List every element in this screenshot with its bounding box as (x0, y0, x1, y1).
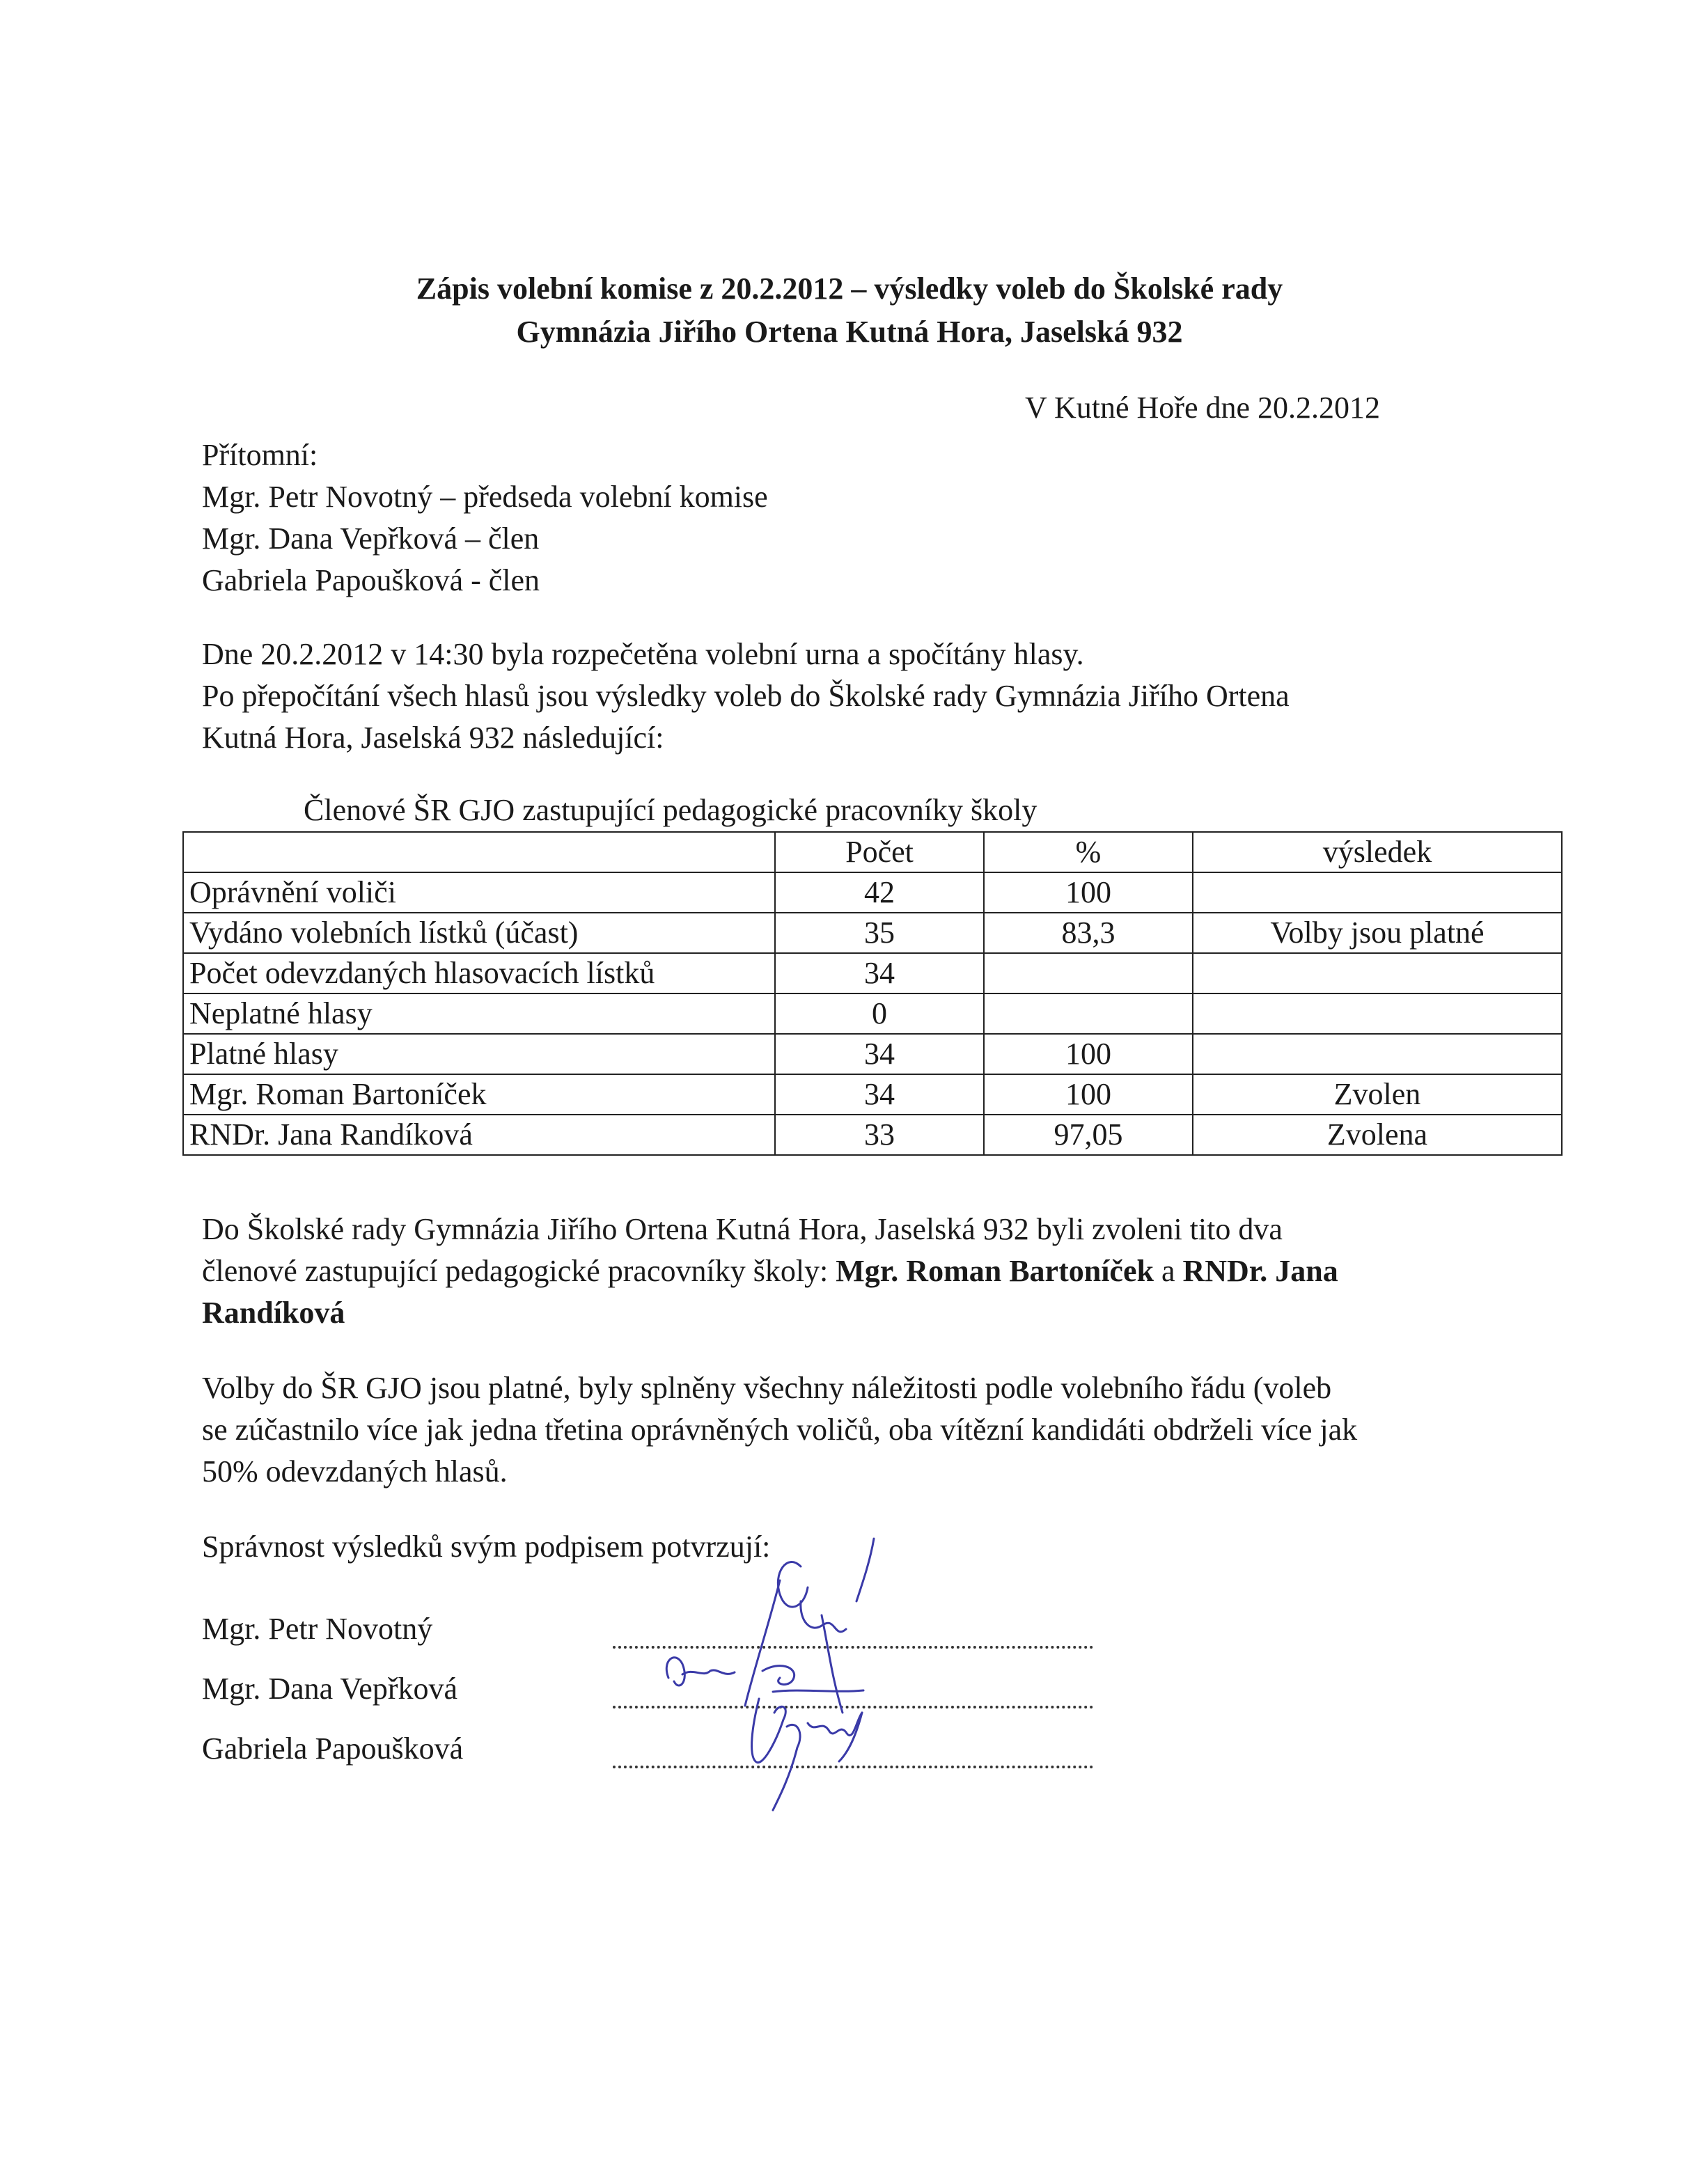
handwritten-signatures (613, 1511, 961, 1817)
place-date: V Kutné Hoře dne 20.2.2012 (1025, 391, 1380, 425)
elected-name-2-continued: Randíková (202, 1296, 345, 1330)
elected-name-1: Mgr. Roman Bartoníček (836, 1254, 1154, 1288)
title-line-2: Gymnázia Jiřího Ortena Kutná Hora, Jaselská 932 (516, 315, 1183, 349)
row-label: Oprávnění voliči (183, 872, 775, 913)
elected-conjunction: a (1153, 1254, 1183, 1288)
elected-name-2: RNDr. Jana (1182, 1254, 1338, 1288)
table-row (183, 872, 1562, 913)
percent-cell: 100 (984, 872, 1193, 913)
count-cell: 0 (775, 993, 984, 1034)
signature-stroke (856, 1539, 874, 1601)
count-cell: 33 (775, 1115, 984, 1155)
signature-stroke (682, 1670, 735, 1674)
result-cell: Zvolena (1193, 1115, 1562, 1155)
confirmation-label: Správnost výsledků svým podpisem potvrzují: (202, 1530, 771, 1564)
table-header-row (183, 832, 1562, 872)
row-label: Mgr. Roman Bartoníček (183, 1074, 775, 1115)
table-row (183, 1115, 1562, 1155)
attendee-item: Gabriela Papoušková - člen (202, 563, 540, 597)
signature-stroke (762, 1666, 794, 1685)
signature-stroke (773, 1690, 863, 1692)
header-cell: % (984, 832, 1193, 872)
percent-cell: 97,05 (984, 1115, 1193, 1155)
result-cell (1193, 993, 1562, 1034)
elected-paragraph (202, 1209, 1338, 1334)
title-line-1: Zápis volební komise z 20.2.2012 – výsledky voleb do Školské rady (416, 272, 1283, 306)
table-caption: Členové ŠR GJO zastupující pedagogické pracovníky školy (304, 793, 1038, 827)
document-title (0, 267, 1699, 354)
count-cell: 35 (775, 913, 984, 953)
results-table (182, 831, 1563, 1156)
intro-line: Kutná Hora, Jaselská 932 následující: (202, 721, 664, 755)
percent-cell (984, 993, 1193, 1034)
validity-paragraph (202, 1367, 1357, 1493)
result-cell (1193, 1034, 1562, 1074)
percent-cell: 100 (984, 1074, 1193, 1115)
table-row (183, 953, 1562, 993)
header-cell: výsledek (1193, 832, 1562, 872)
attendees-label: Přítomní: (202, 438, 318, 472)
attendee-item: Mgr. Dana Vepřková – člen (202, 521, 540, 556)
result-cell: Zvolen (1193, 1074, 1562, 1115)
table-row (183, 913, 1562, 953)
row-label: Vydáno volebních lístků (účast) (183, 913, 775, 953)
signer-name: Gabriela Papoušková (202, 1731, 464, 1766)
row-label: Počet odevzdaných hlasovacích lístků (183, 953, 775, 993)
elected-text: členové zastupující pedagogické pracovníky školy: (202, 1254, 836, 1288)
intro-line: Dne 20.2.2012 v 14:30 byla rozpečetěna volební urna a spočítány hlasy. (202, 637, 1084, 671)
table-row (183, 1074, 1562, 1115)
signature-stroke (752, 1699, 786, 1763)
elected-line: Do Školské rady Gymnázia Jiřího Ortena Kutná Hora, Jaselská 932 byli zvoleni tito dva (202, 1212, 1283, 1246)
elected-line (202, 1250, 1338, 1292)
count-cell: 34 (775, 1074, 984, 1115)
row-label: Platné hlasy (183, 1034, 775, 1074)
validity-line: 50% odevzdaných hlasů. (202, 1454, 508, 1488)
percent-cell: 83,3 (984, 913, 1193, 953)
percent-cell: 100 (984, 1034, 1193, 1074)
row-label: Neplatné hlasy (183, 993, 775, 1034)
percent-cell (984, 953, 1193, 993)
validity-line: se zúčastnilo více jak jedna třetina oprávněných voličů, oba vítězní kandidáti obdrželi více jak (202, 1413, 1358, 1447)
intro-paragraph (202, 634, 1290, 759)
header-cell (183, 832, 775, 872)
count-cell: 42 (775, 872, 984, 913)
signature-stroke (808, 1713, 862, 1736)
table-row (183, 993, 1562, 1034)
header-cell: Počet (775, 832, 984, 872)
count-cell: 34 (775, 1034, 984, 1074)
signature-stroke (745, 1580, 780, 1706)
signer-name: Mgr. Dana Vepřková (202, 1672, 457, 1706)
attendee-item: Mgr. Petr Novotný – předseda volební komise (202, 480, 768, 514)
result-cell: Volby jsou platné (1193, 913, 1562, 953)
signer-name: Mgr. Petr Novotný (202, 1612, 433, 1646)
attendees-section (202, 434, 768, 602)
signature-stroke (778, 1562, 808, 1608)
validity-line: Volby do ŠR GJO jsou platné, byly splněny všechny náležitosti podle volebního řádu (voleb (202, 1371, 1332, 1405)
result-cell (1193, 953, 1562, 993)
table-row (183, 1034, 1562, 1074)
intro-line: Po přepočítání všech hlasů jsou výsledky voleb do Školské rady Gymnázia Jiřího Ortena (202, 679, 1290, 713)
signature-stroke (666, 1658, 684, 1686)
row-label: RNDr. Jana Randíková (183, 1115, 775, 1155)
signature-stroke (822, 1615, 843, 1713)
count-cell: 34 (775, 953, 984, 993)
result-cell (1193, 872, 1562, 913)
